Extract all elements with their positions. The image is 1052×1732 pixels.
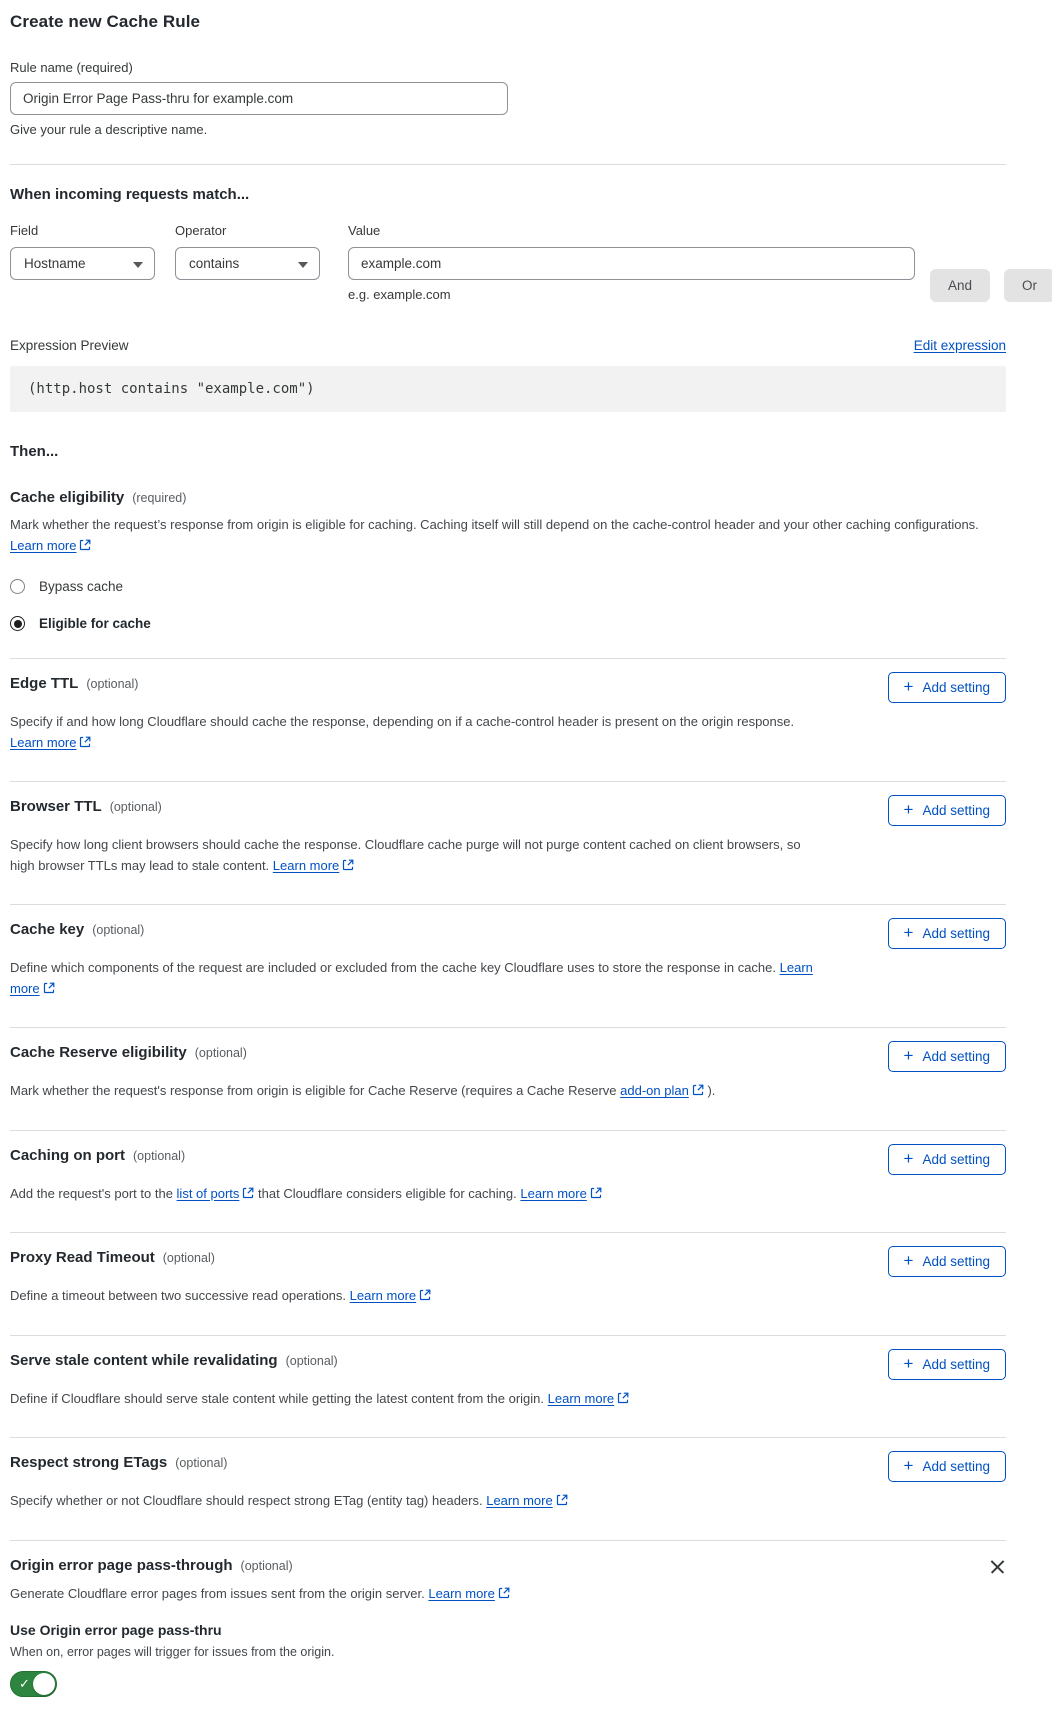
page-title: Create new Cache Rule (10, 12, 201, 31)
expression-block (10, 338, 1006, 412)
rule-name-help: Give your rule a descriptive name. (10, 122, 208, 137)
optional-qualifier: (optional) (285, 1353, 338, 1368)
chevron-down-icon (133, 262, 143, 268)
field-select[interactable] (10, 247, 155, 280)
add-setting-button[interactable]: + Add setting (888, 1349, 1006, 1380)
section-title: Serve stale content while revalidating (10, 1351, 278, 1369)
origin-passthrough-setting (10, 1622, 1006, 1702)
expression-preview-box: (http.host contains "example.com") (10, 366, 1006, 412)
then-heading: Then... (10, 443, 59, 460)
plus-icon: + (903, 1353, 914, 1373)
operator-select-value: contains (189, 256, 240, 271)
section-proxy-read-timeout (10, 1232, 1006, 1308)
section-origin-error-passthrough (10, 1540, 1006, 1703)
section-edge-ttl (10, 658, 1006, 754)
section-title: Origin error page pass-through (10, 1556, 233, 1574)
learn-more-link[interactable]: Learn more (272, 857, 340, 873)
divider (10, 164, 1006, 165)
toggle-knob (33, 1673, 55, 1695)
value-input[interactable] (348, 247, 915, 280)
external-link-icon (498, 1585, 510, 1606)
section-desc: Specify how long client browsers should cache the response. Cloudflare cache purge will not purge content cached on client browsers, so high browser TTLs may lead to stale content. Learn more (10, 835, 822, 877)
section-desc: Define a timeout between two successive read operations. Learn more (10, 1286, 822, 1308)
optional-qualifier: (optional) (86, 677, 139, 692)
add-setting-button[interactable]: + Add setting (888, 672, 1006, 703)
value-label: Value (348, 223, 381, 238)
learn-more-link[interactable]: Learn more (10, 537, 77, 553)
optional-qualifier: (optional) (133, 1148, 186, 1163)
section-title: Proxy Read Timeout (10, 1249, 155, 1267)
learn-more-link[interactable]: Learn more (547, 1390, 615, 1406)
plus-icon: + (903, 677, 914, 697)
plus-icon: + (903, 1148, 914, 1168)
radio-icon (10, 616, 25, 631)
value-help: e.g. example.com (348, 287, 451, 302)
section-title: Cache Reserve eligibility (10, 1044, 187, 1062)
field-label: Field (10, 223, 39, 238)
section-title: Cache key (10, 921, 85, 939)
section-browser-ttl (10, 781, 1006, 877)
optional-qualifier: (optional) (175, 1456, 228, 1471)
cache-eligibility-title: Cache eligibility (10, 489, 125, 506)
learn-more-link[interactable]: Learn more (428, 1585, 495, 1601)
optional-qualifier: (optional) (92, 923, 145, 938)
section-desc: Add the request's port to the list of ports that Cloudflare considers eligible for caching. Learn more (10, 1184, 822, 1206)
section-desc: Define which components of the request are included or excluded from the cache key Cloudflare uses to store the response in cache. Learn more (10, 958, 822, 1000)
add-setting-button[interactable]: + Add setting (888, 1144, 1006, 1175)
toggle-setting-title: Use Origin error page pass-thru (10, 1622, 222, 1639)
section-desc: Mark whether the request's response from origin is eligible for Cache Reserve (requires a Cache Reserve add-on plan ). (10, 1081, 822, 1103)
plus-icon: + (903, 1456, 914, 1476)
required-qualifier: (required) (132, 491, 187, 505)
plus-icon: + (903, 800, 914, 820)
external-link-icon (419, 1287, 431, 1308)
cache-eligibility-radio-group (10, 579, 1006, 631)
close-icon[interactable] (990, 1559, 1006, 1575)
expression-preview-label: Expression Preview (10, 338, 129, 353)
origin-passthrough-toggle[interactable] (10, 1671, 57, 1697)
section-serve-stale (10, 1335, 1006, 1411)
section-title: Browser TTL (10, 798, 102, 816)
or-button[interactable]: Or (1004, 269, 1052, 302)
learn-more-link[interactable]: Learn more (349, 1288, 417, 1304)
learn-more-link[interactable]: Learn more (10, 734, 77, 750)
external-link-icon (617, 1390, 629, 1411)
external-link-icon (242, 1185, 254, 1206)
add-setting-button[interactable]: + Add setting (888, 1451, 1006, 1482)
chevron-down-icon (298, 262, 308, 268)
section-respect-etags (10, 1437, 1006, 1513)
section-title: Edge TTL (10, 675, 79, 693)
plus-icon: + (903, 1046, 914, 1066)
rule-name-block (10, 60, 1006, 137)
section-title: Respect strong ETags (10, 1454, 168, 1472)
match-heading: When incoming requests match... (10, 186, 250, 203)
external-link-icon (342, 857, 354, 878)
plus-icon: + (903, 923, 914, 943)
learn-more-link[interactable]: Learn more (486, 1493, 553, 1509)
section-cache-reserve (10, 1027, 1006, 1103)
section-desc: Specify whether or not Cloudflare should respect strong ETag (entity tag) headers. Learn more (10, 1491, 822, 1513)
cache-eligibility-desc: Mark whether the request’s response from origin is eligible for caching. Caching itself will still depend on the cache-control header and your other caching configurations. Learn more (10, 515, 995, 557)
section-desc: Define if Cloudflare should serve stale content while getting the latest content from the origin. Learn more (10, 1389, 822, 1411)
external-link-icon (590, 1185, 602, 1206)
field-select-value: Hostname (24, 256, 86, 271)
plus-icon: + (903, 1251, 914, 1271)
section-title: Caching on port (10, 1146, 125, 1164)
edit-expression-link[interactable]: Edit expression (913, 338, 1006, 353)
add-setting-button[interactable]: + Add setting (888, 1246, 1006, 1277)
cache-eligibility-block (10, 489, 1006, 631)
external-link-icon (43, 980, 55, 1001)
optional-qualifier: (optional) (240, 1558, 293, 1573)
section-desc: Specify if and how long Cloudflare should cache the response, depending on if a cache-control header is present on the origin response. Learn more (10, 712, 822, 754)
rule-name-input[interactable] (10, 82, 508, 115)
add-setting-button[interactable]: + Add setting (888, 918, 1006, 949)
list-of-ports-link[interactable]: list of ports (176, 1185, 240, 1201)
rule-name-label: Rule name (required) (10, 60, 133, 75)
external-link-icon (79, 537, 91, 558)
toggle-setting-desc: When on, error pages will trigger for issues from the origin. (10, 1645, 335, 1660)
match-block (10, 186, 1038, 302)
check-icon: ✓ (19, 1676, 30, 1692)
add-setting-button[interactable]: + Add setting (888, 795, 1006, 826)
and-button[interactable]: And (930, 269, 990, 302)
section-desc: Generate Cloudflare error pages from issues sent from the origin server. Learn more (10, 1584, 822, 1606)
optional-qualifier: (optional) (162, 1251, 215, 1266)
radio-icon (10, 579, 25, 594)
optional-qualifier: (optional) (194, 1046, 247, 1061)
section-caching-on-port (10, 1130, 1006, 1206)
radio-bypass-cache[interactable]: Bypass cache (10, 579, 1006, 594)
external-link-icon (692, 1082, 704, 1103)
external-link-icon (556, 1492, 568, 1513)
learn-more-link[interactable]: Learn more (10, 960, 813, 996)
learn-more-link[interactable]: Learn more (520, 1185, 587, 1201)
external-link-icon (79, 734, 91, 755)
add-setting-button[interactable]: + Add setting (888, 1041, 1006, 1072)
optional-qualifier: (optional) (109, 800, 162, 815)
operator-select[interactable] (175, 247, 320, 280)
add-on-plan-link[interactable]: add-on plan (620, 1083, 689, 1099)
operator-label: Operator (175, 223, 227, 238)
radio-eligible-for-cache[interactable]: Eligible for cache (10, 616, 1006, 631)
section-cache-key (10, 904, 1006, 1000)
